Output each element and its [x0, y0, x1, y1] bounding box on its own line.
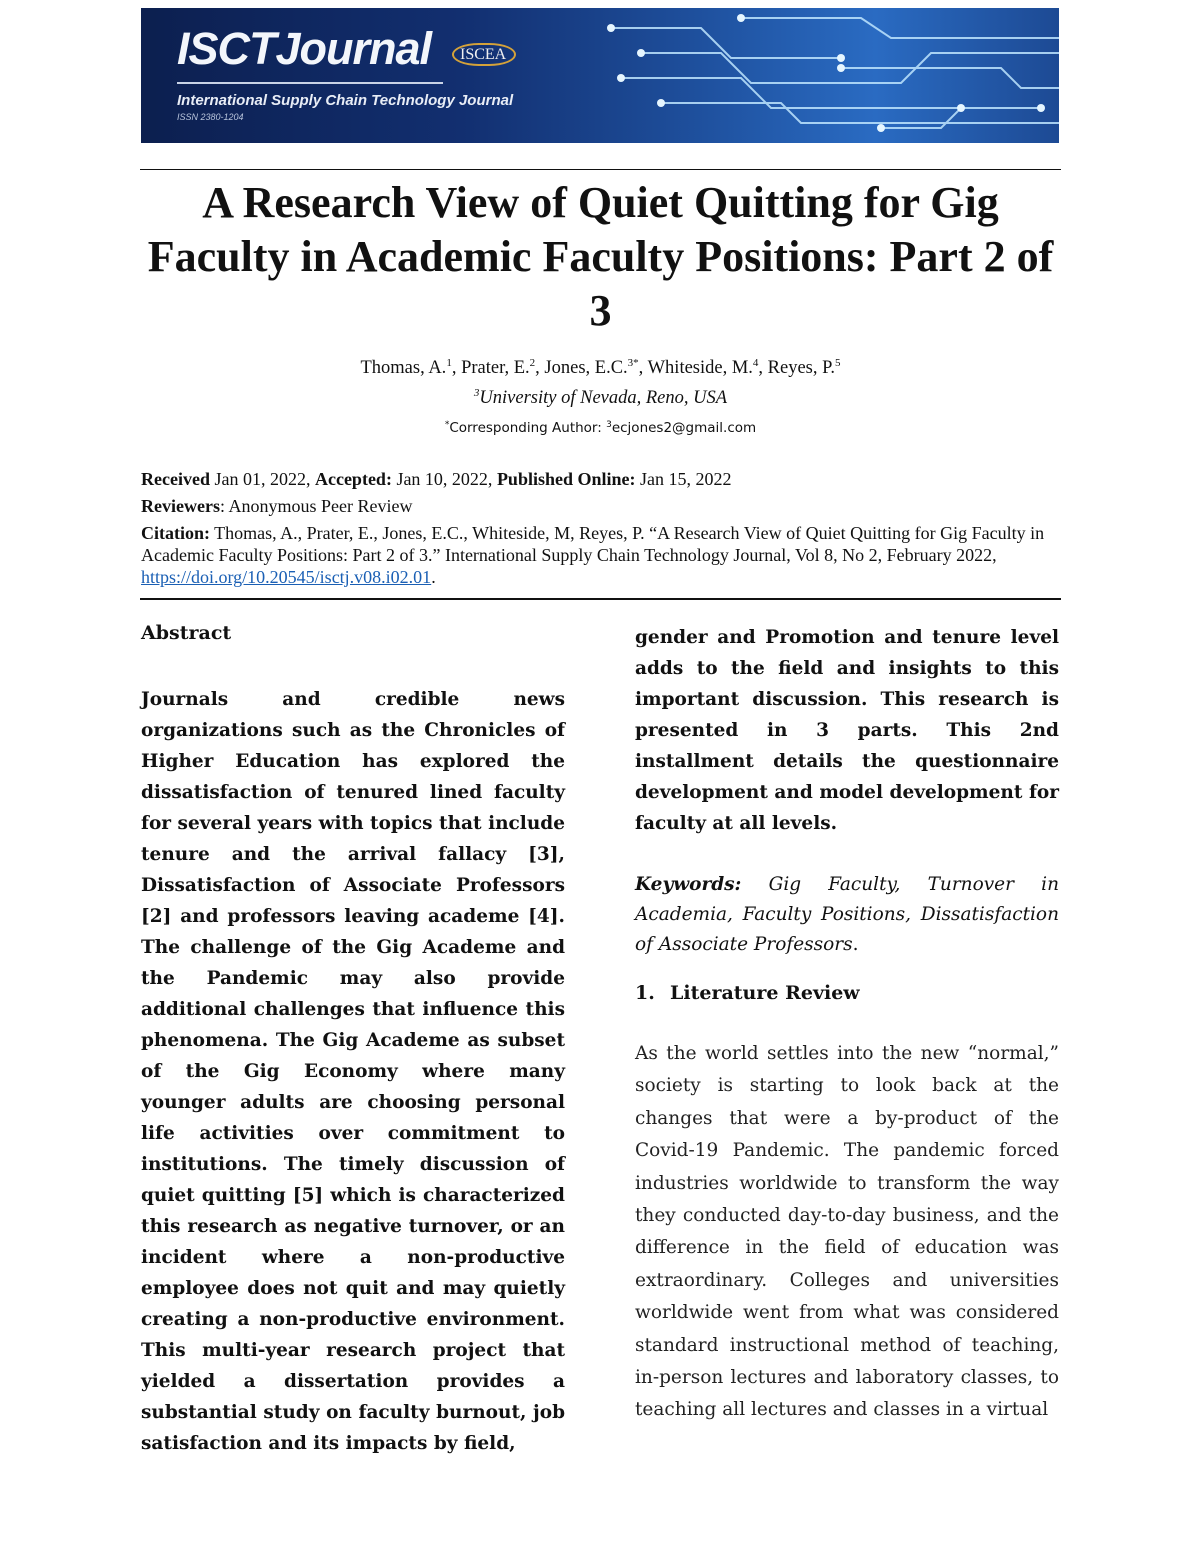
section-title: Literature Review — [670, 982, 860, 1004]
section-heading — [635, 982, 860, 1004]
keywords-label: Keywords: — [635, 874, 742, 895]
top-divider — [140, 169, 1061, 170]
abstract-right-column: gender and Promotion and tenure level adds to the field and insights to this important discussion. This research is presented in 3 parts. This 2nd installment details the questionnaire development and model development for faculty at all levels. — [635, 627, 1059, 834]
publication-dates — [141, 468, 1059, 490]
citation-end: . — [431, 567, 436, 587]
author-name: Reyes, P. — [767, 358, 835, 378]
keywords-text: Gig Faculty, Turnover in Academia, Faculty Positions, Dissatisfaction of Associate Professors — [635, 874, 1059, 955]
logo-divider — [177, 82, 443, 84]
keywords — [635, 870, 1059, 960]
literature-review-text: As the world settles into the new “normal,” society is starting to look back at the changes that were a by-product of the Covid-19 Pandemic. The pandemic forced industries worldwide to transform the way they conducted day-to-day business, and the difference in the field of education was extraordinary. Colleges and universities worldwide went from what was considered standard instructional method of teaching, in-person lectures and laboratory classes, to teaching all lectures and classes in a virtual — [635, 1043, 1059, 1421]
iscea-logo: ISCEA — [452, 43, 516, 66]
corresponding-superscript: 3 — [606, 420, 612, 430]
author-superscript: 3* — [627, 357, 639, 369]
header-bottom-divider — [140, 598, 1061, 600]
author-list: Thomas, A.$^1$, Prater, E.$^2$, Jones, E.C.$^{3*}$, Whiteside, M.$^4$, Reyes, P.$^5$ — [360, 357, 841, 378]
accepted-label: Accepted: — [314, 469, 392, 489]
reviewers-label: Reviewers — [141, 496, 220, 516]
author-superscript: 5 — [835, 357, 841, 369]
journal-subtitle: International Supply Chain Technology Journal — [177, 92, 514, 109]
received-label: Received — [141, 469, 210, 489]
author-name: Thomas, A. — [360, 358, 447, 378]
accepted-date: Jan 10, 2022, — [391, 469, 497, 489]
published-date: Jan 15, 2022 — [635, 469, 732, 489]
author-name: Whiteside, M. — [647, 358, 753, 378]
author-name: Jones, E.C. — [544, 358, 628, 378]
doi-link[interactable]: https://doi.org/10.20545/isctj.v08.i02.01 — [141, 567, 432, 587]
corresponding-email[interactable]: ecjones2@gmail.com — [611, 420, 757, 436]
section-number: 1. — [635, 982, 655, 1004]
citation-text: Thomas, A., Prater, E., Jones, E.C., Whiteside, M, Reyes, P. “A Research View of Quiet Quitting for Gig Faculty in Academic Faculty Positions: Part 2 of 3.” International Supply Chain Technology Journal, Vol 8, No 2, February 2022, — [141, 523, 1045, 565]
citation — [141, 522, 1059, 588]
corresponding-label: Corresponding Author: — [449, 420, 607, 436]
reviewers — [141, 495, 1059, 517]
affiliation-superscript: 3 — [473, 387, 480, 399]
abstract-left-column: Journals and credible news organizations such as the Chronicles of Higher Education has explored the dissatisfaction of tenured lined faculty for several years with topics that include tenure and the arrival fallacy [3], Dissatisfaction of Associate Professors [2] and professors leaving academe [4]. The challenge of the Gig Academe and the Pandemic may also provide additional challenges that influence this phenomena. The Gig Academe as subset of the Gig Economy where many younger adults are choosing personal life activities over commitment to institutions. The timely discussion of quiet quitting [5] which is characterized this research as negative turnover, or an incident where a non-productive employee does not quit and may quietly creating a non-productive environment. This multi-year research project that yielded a dissertation provides a substantial study on faculty burnout, job satisfaction and its impacts by field, — [141, 689, 565, 1454]
corresponding-author — [140, 420, 1061, 436]
corresponding-marker: * — [444, 420, 450, 430]
keywords-end: . — [852, 934, 859, 955]
journal-banner — [141, 8, 1059, 143]
author-name: Prater, E. — [461, 358, 530, 378]
affiliation-text: University of Nevada, Reno, USA — [479, 388, 728, 408]
affiliation — [140, 388, 1061, 409]
citation-label: Citation: — [141, 523, 210, 543]
author-superscript: 1 — [446, 357, 452, 369]
reviewers-text: : Anonymous Peer Review — [219, 496, 413, 516]
published-label: Published Online: — [496, 469, 636, 489]
paper-title: A Research View of Quiet Quitting for Gig Faculty in Academic Faculty Positions: Part 2 of 3 — [147, 178, 1054, 335]
journal-issn: ISSN 2380-1204 — [177, 112, 244, 122]
author-superscript: 2 — [529, 357, 536, 369]
journal-logo-text: ISCTJournal — [177, 23, 432, 74]
author-superscript: 4 — [752, 357, 759, 369]
abstract-heading: Abstract — [141, 622, 232, 644]
received-date: Jan 01, 2022, — [209, 469, 315, 489]
